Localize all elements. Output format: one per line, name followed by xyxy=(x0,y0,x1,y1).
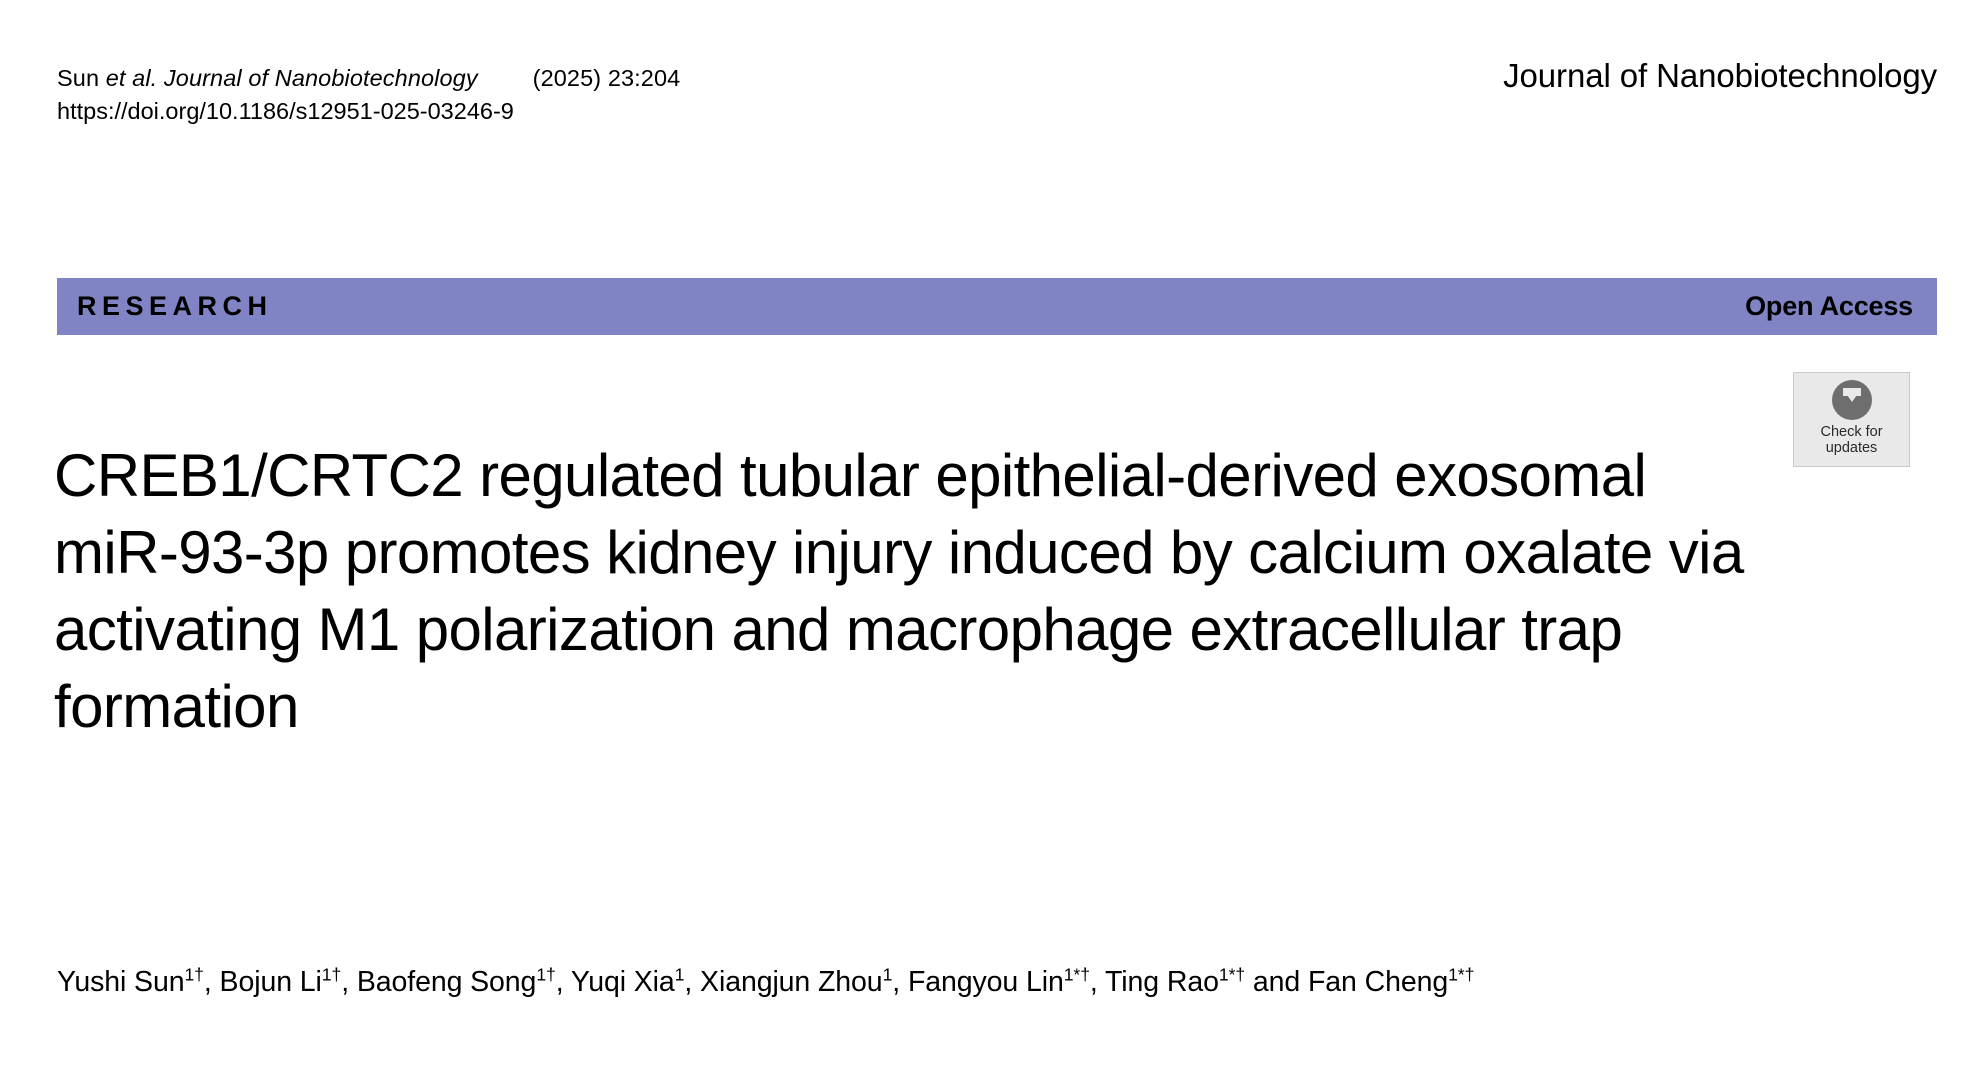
author-name: Baofeng Song xyxy=(356,966,537,998)
crossmark-label xyxy=(1820,424,1882,456)
author-name: Ting Rao xyxy=(1105,966,1219,998)
author-separator: , xyxy=(892,966,908,998)
crossmark-label-line2: updates xyxy=(1825,440,1878,457)
author-separator: , xyxy=(203,966,220,998)
author-affiliation-marker: 1 xyxy=(674,964,685,985)
running-head-citation xyxy=(57,62,680,95)
author-separator: , xyxy=(1089,966,1106,998)
author-list xyxy=(57,963,1917,1001)
article-type-label: RESEARCH xyxy=(77,291,273,321)
author-name: Xiangjun Zhou xyxy=(700,966,883,998)
author-affiliation-marker: 1*† xyxy=(1218,964,1246,985)
author-name: Fangyou Lin xyxy=(907,966,1064,998)
author-separator: , xyxy=(341,966,357,998)
running-head-author: Sun xyxy=(57,65,106,91)
author-separator: , xyxy=(555,966,571,998)
check-for-updates-badge[interactable] xyxy=(1793,372,1910,467)
open-access-label: Open Access xyxy=(1745,291,1913,321)
author-name: Fan Cheng xyxy=(1307,966,1449,998)
author-affiliation-marker: 1*† xyxy=(1448,964,1475,985)
author-separator: , xyxy=(684,966,701,998)
author-affiliation-marker: 1† xyxy=(321,964,342,985)
doi-link[interactable]: https://doi.org/10.1186/s12951-025-03246-9 xyxy=(57,98,514,124)
author-name: Bojun Li xyxy=(219,966,322,998)
journal-title: Journal of Nanobiotechnology xyxy=(1503,57,1937,94)
author-affiliation-marker: 1† xyxy=(184,964,204,985)
author-name: Yuqi Xia xyxy=(570,966,675,998)
article-type-banner xyxy=(57,278,1937,335)
author-name: Yushi Sun xyxy=(57,966,185,998)
author-separator: and xyxy=(1245,966,1308,998)
running-head-issue: (2025) 23:204 xyxy=(532,65,681,91)
author-affiliation-marker: 1† xyxy=(536,964,556,985)
author-affiliation-marker: 1*† xyxy=(1063,964,1090,985)
crossmark-label-line1: Check for xyxy=(1820,424,1883,440)
page-title: CREB1/CRTC2 regulated tubular epithelial-derived exosomal miR-93-3p promotes kidney injury induced by calcium oxalate via activating M1 polarization and macrophage extracellular trap formation xyxy=(54,442,1744,740)
author-affiliation-marker: 1 xyxy=(882,964,893,985)
running-head-journal-italic: et al. Journal of Nanobiotechnology xyxy=(105,65,478,91)
crossmark-icon xyxy=(1832,380,1872,420)
